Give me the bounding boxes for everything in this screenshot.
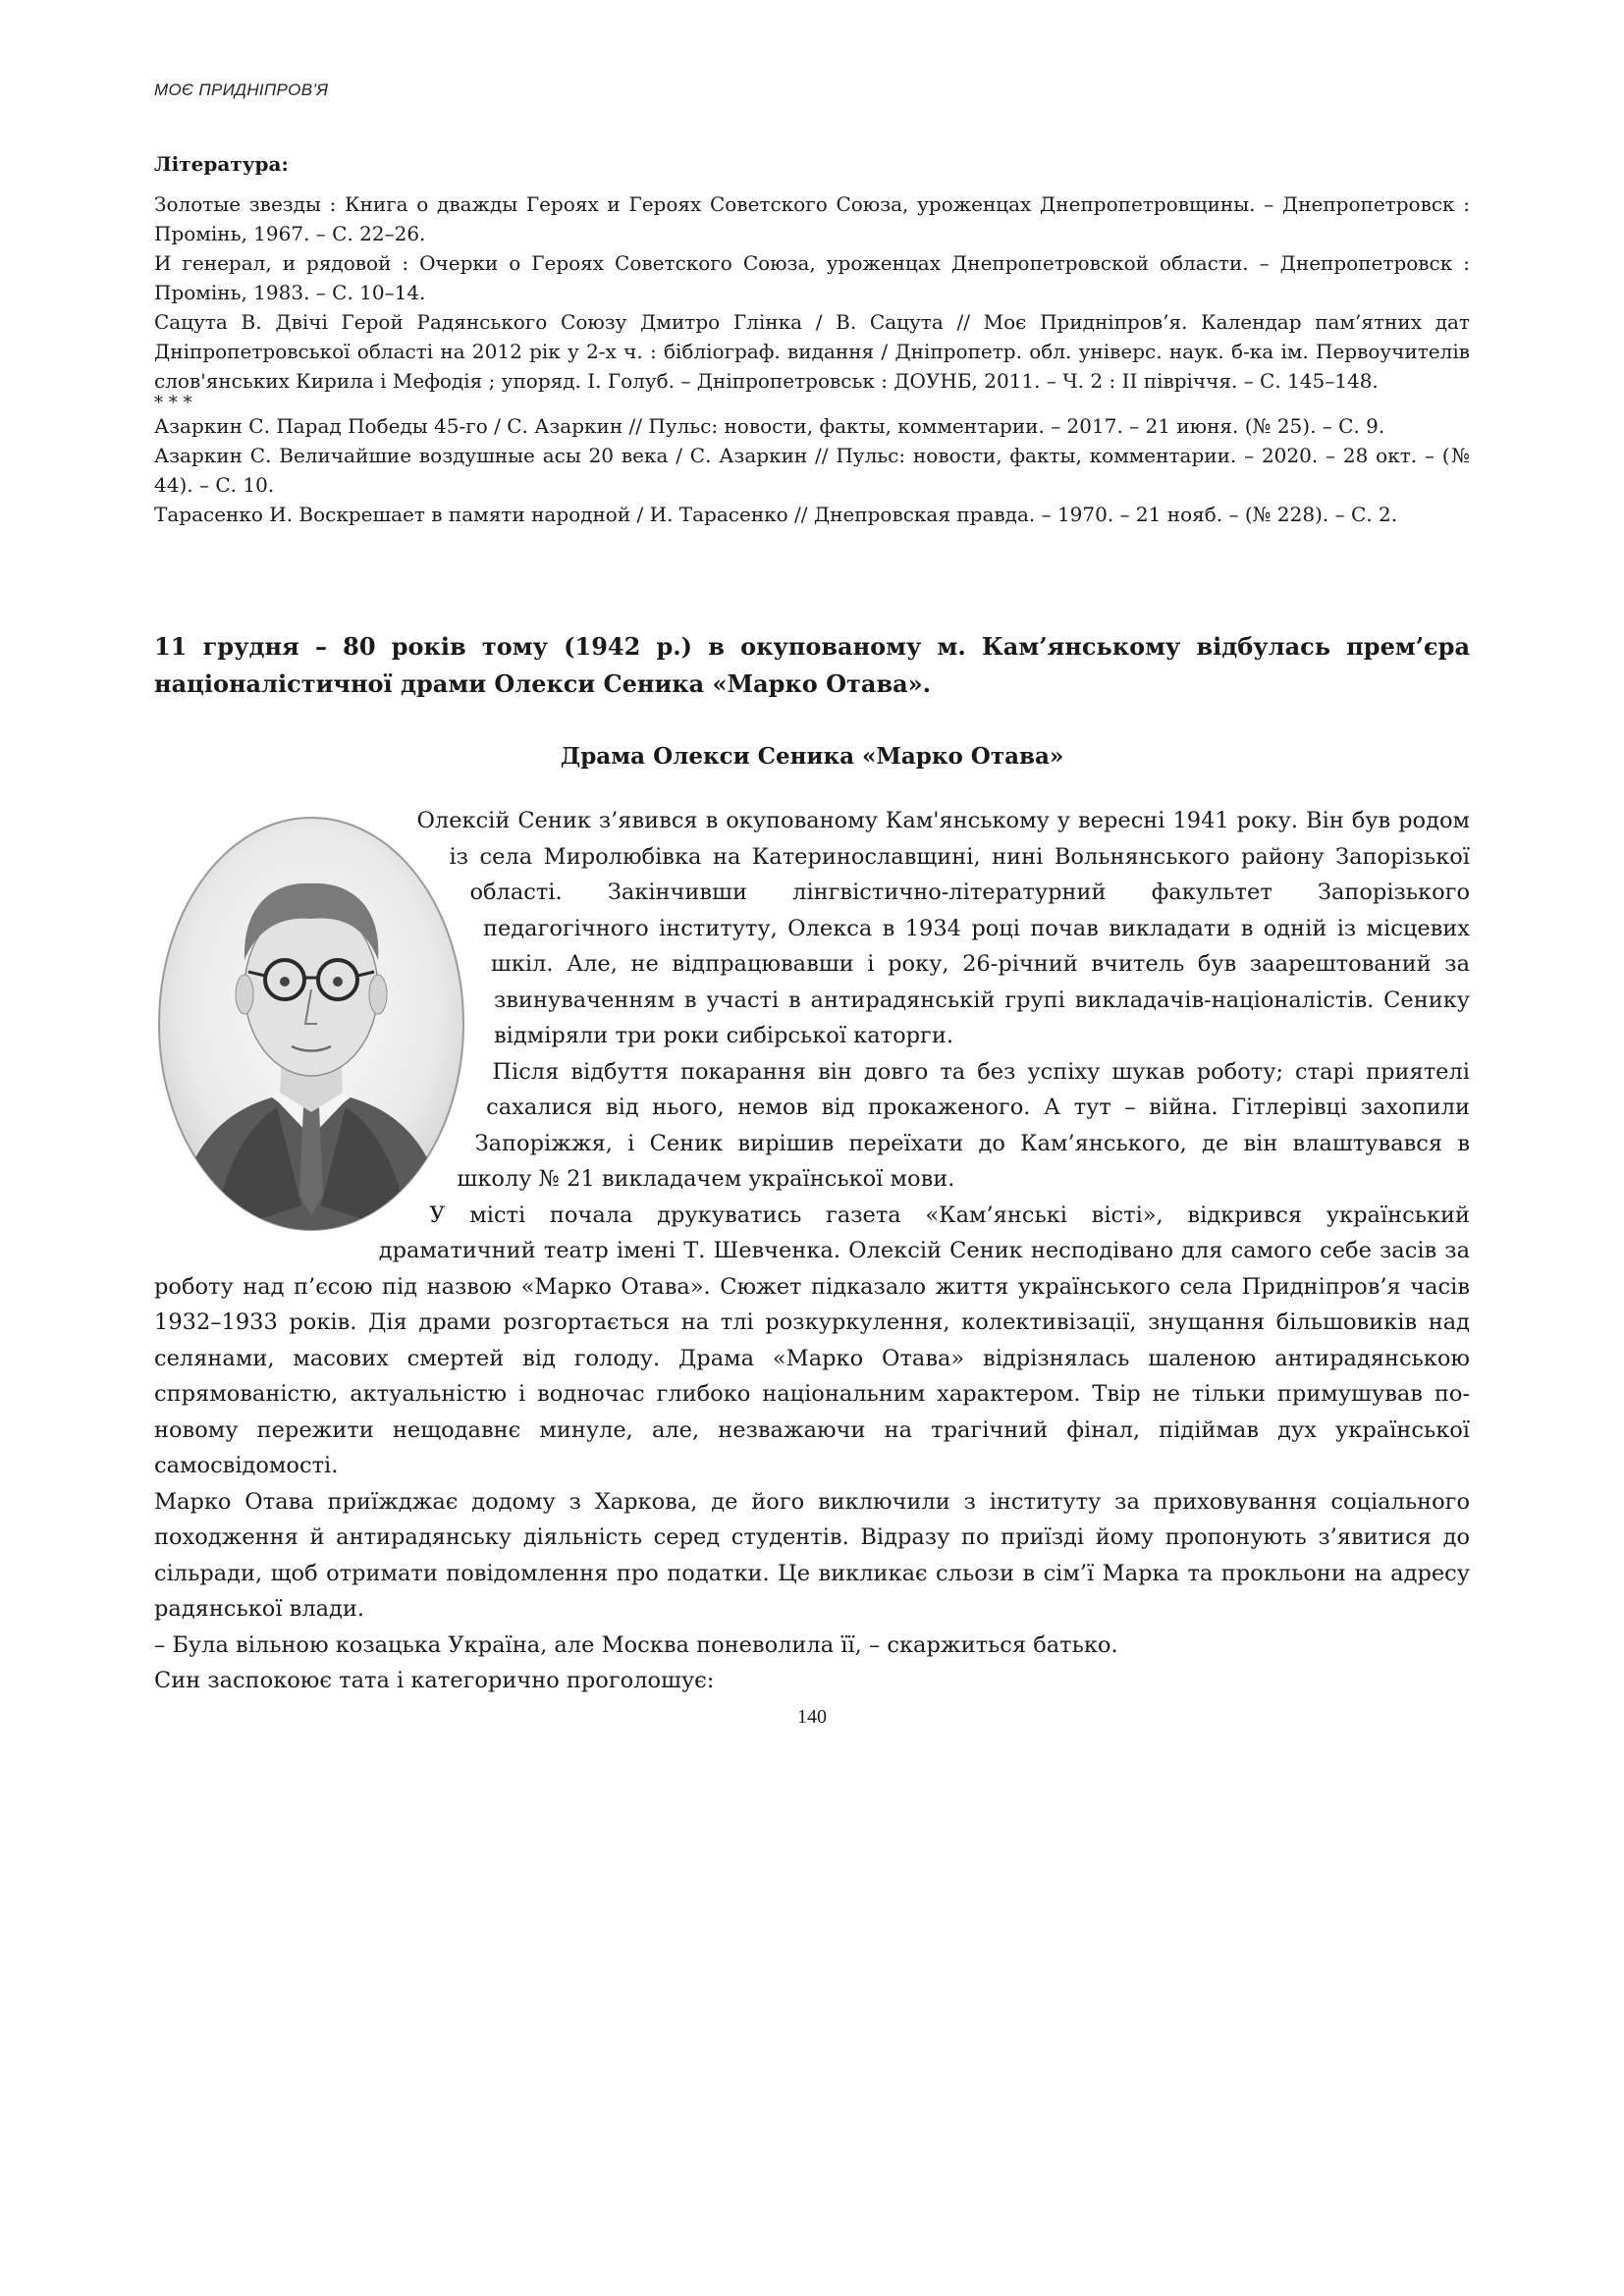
running-header: МОЄ ПРИДНІПРОВ’Я xyxy=(154,80,329,99)
literature-separator: * * * xyxy=(154,393,192,413)
page-number: 140 xyxy=(797,1706,827,1728)
portrait-image xyxy=(154,813,468,1245)
date-announcement: 11 грудня – 80 років тому (1942 р.) в окупованому м. Кам’янському відбулась прем’єра націоналістичної драми Олекси Сеника «Марко Отава». xyxy=(154,632,1470,698)
article-paragraph: – Була вільною козацька Україна, але Москва поневолила її, – скаржиться батько. xyxy=(154,1631,1118,1658)
literature-item: И генерал, и рядовой : Очерки о Героях Советского Союза, уроженцах Днепропетровской области. – Днепропетровск : Промінь, 1983. – С. 10–14. xyxy=(154,251,1470,304)
article-paragraph: Марко Отава приїжджає додому з Харкова, де його виключили з інституту за приховування соціального походження й антирадянську діяльність серед студентів. Відразу по приїзді йому пропонують з’явитися до сільради, щоб отримати повідомлення про податки. Це викликає сльози в сім’ї Марка та прокльони на адресу радянської влади. xyxy=(154,1488,1470,1622)
article-body xyxy=(154,803,1470,1699)
literature-item: Азаркин С. Парад Победы 45-го / С. Азаркин // Пульс: новости, факты, комментарии. – 2017. – 21 июня. (№ 25). – С. 9. xyxy=(154,414,1385,438)
literature-heading: Література: xyxy=(154,152,289,176)
portrait-drawing xyxy=(154,813,468,1235)
literature-item: Азаркин С. Величайшие воздушные асы 20 века / С. Азаркин // Пульс: новости, факты, комментарии. – 2020. – 28 окт. – (№ 44). – С. 10. xyxy=(154,444,1470,497)
literature-item: Тарасенко И. Воскрешает в памяти народной / И. Тарасенко // Днепровская правда. – 1970. – 21 нояб. – (№ 228). – С. 2. xyxy=(154,503,1398,526)
article-title: Драма Олекси Сеника «Марко Отава» xyxy=(560,743,1064,770)
literature-item: Золотые звезды : Книга о дважды Героях и Героях Советского Союза, уроженцах Днепропетровщины. – Днепропетровск : Промінь, 1967. – С. 22–26. xyxy=(154,192,1470,245)
article-paragraph: Після відбуття покарання він довго та без успіху шукав роботу; старі приятелі сахалися від нього, немов від прокаженого. А тут – війна. Гітлерівці захопили Запоріжжя, і Сеник вирішив переїхати до Кам’янського, де він влаштувався в школу № 21 викладачем української мови. xyxy=(457,1058,1470,1192)
article-paragraph: Син заспокоює тата і категорично проголошує: xyxy=(154,1668,715,1693)
literature-item: Сацута В. Двічі Герой Радянського Союзу Дмитро Глінка / В. Сацута // Моє Придніпров’я. Календар пам’ятних дат Дніпропетровської області на 2012 рік у 2-х ч. : бібліограф. видання / Дніпропетр. обл. універс. наук. б-ка ім. Первоучителів слов'янських Кирила і Мефодія ; упоряд. І. Голуб. – Дніпропетровськ : ДОУНБ, 2011. – Ч. 2 : ІІ півріччя. – С. 145–148. xyxy=(154,310,1470,393)
article-paragraph: Олексій Сеник з’явився в окупованому Кам'янському у вересні 1941 року. Він був родом із села Миролюбівка на Катеринославщині, нині Вольнянського району Запорізької області. Закінчивши лінгвістично-літературний факультет Запорізького педагогічного інституту, Олекса в 1934 році почав викладати в одній із місцевих шкіл. Але, не відпрацювавши і року, 26-річний вчитель був заарештований за звинуваченням в участі в антирадянській групі викладачів-націоналістів. Сенику відміряли три роки сибірської каторги. xyxy=(416,808,1470,1048)
literature-list xyxy=(154,189,1470,529)
article-paragraph: У місті почала друкуватись газета «Кам’янські вісті», відкрився український драматичний театр імені Т. Шевченка. Олексій Сеник несподівано для самого себе засів за роботу над п’єсою під назвою «Марко Отава». Сюжет підказало життя українського села Придніпров’я часів 1932–1933 років. Дія драми розгортається на тлі розкуркулення, колективізації, знущання більшовиків над селянами, масових смертей від голоду. Драма «Марко Отава» відрізнялась шаленою антирадянською спрямованістю, актуальністю і водночас глибоко національним характером. Твір не тільки примушував по-новому пережити нещодавнє минуле, але, незважаючи на трагічний фінал, підіймав дух української самосвідомості. xyxy=(154,1201,1470,1478)
